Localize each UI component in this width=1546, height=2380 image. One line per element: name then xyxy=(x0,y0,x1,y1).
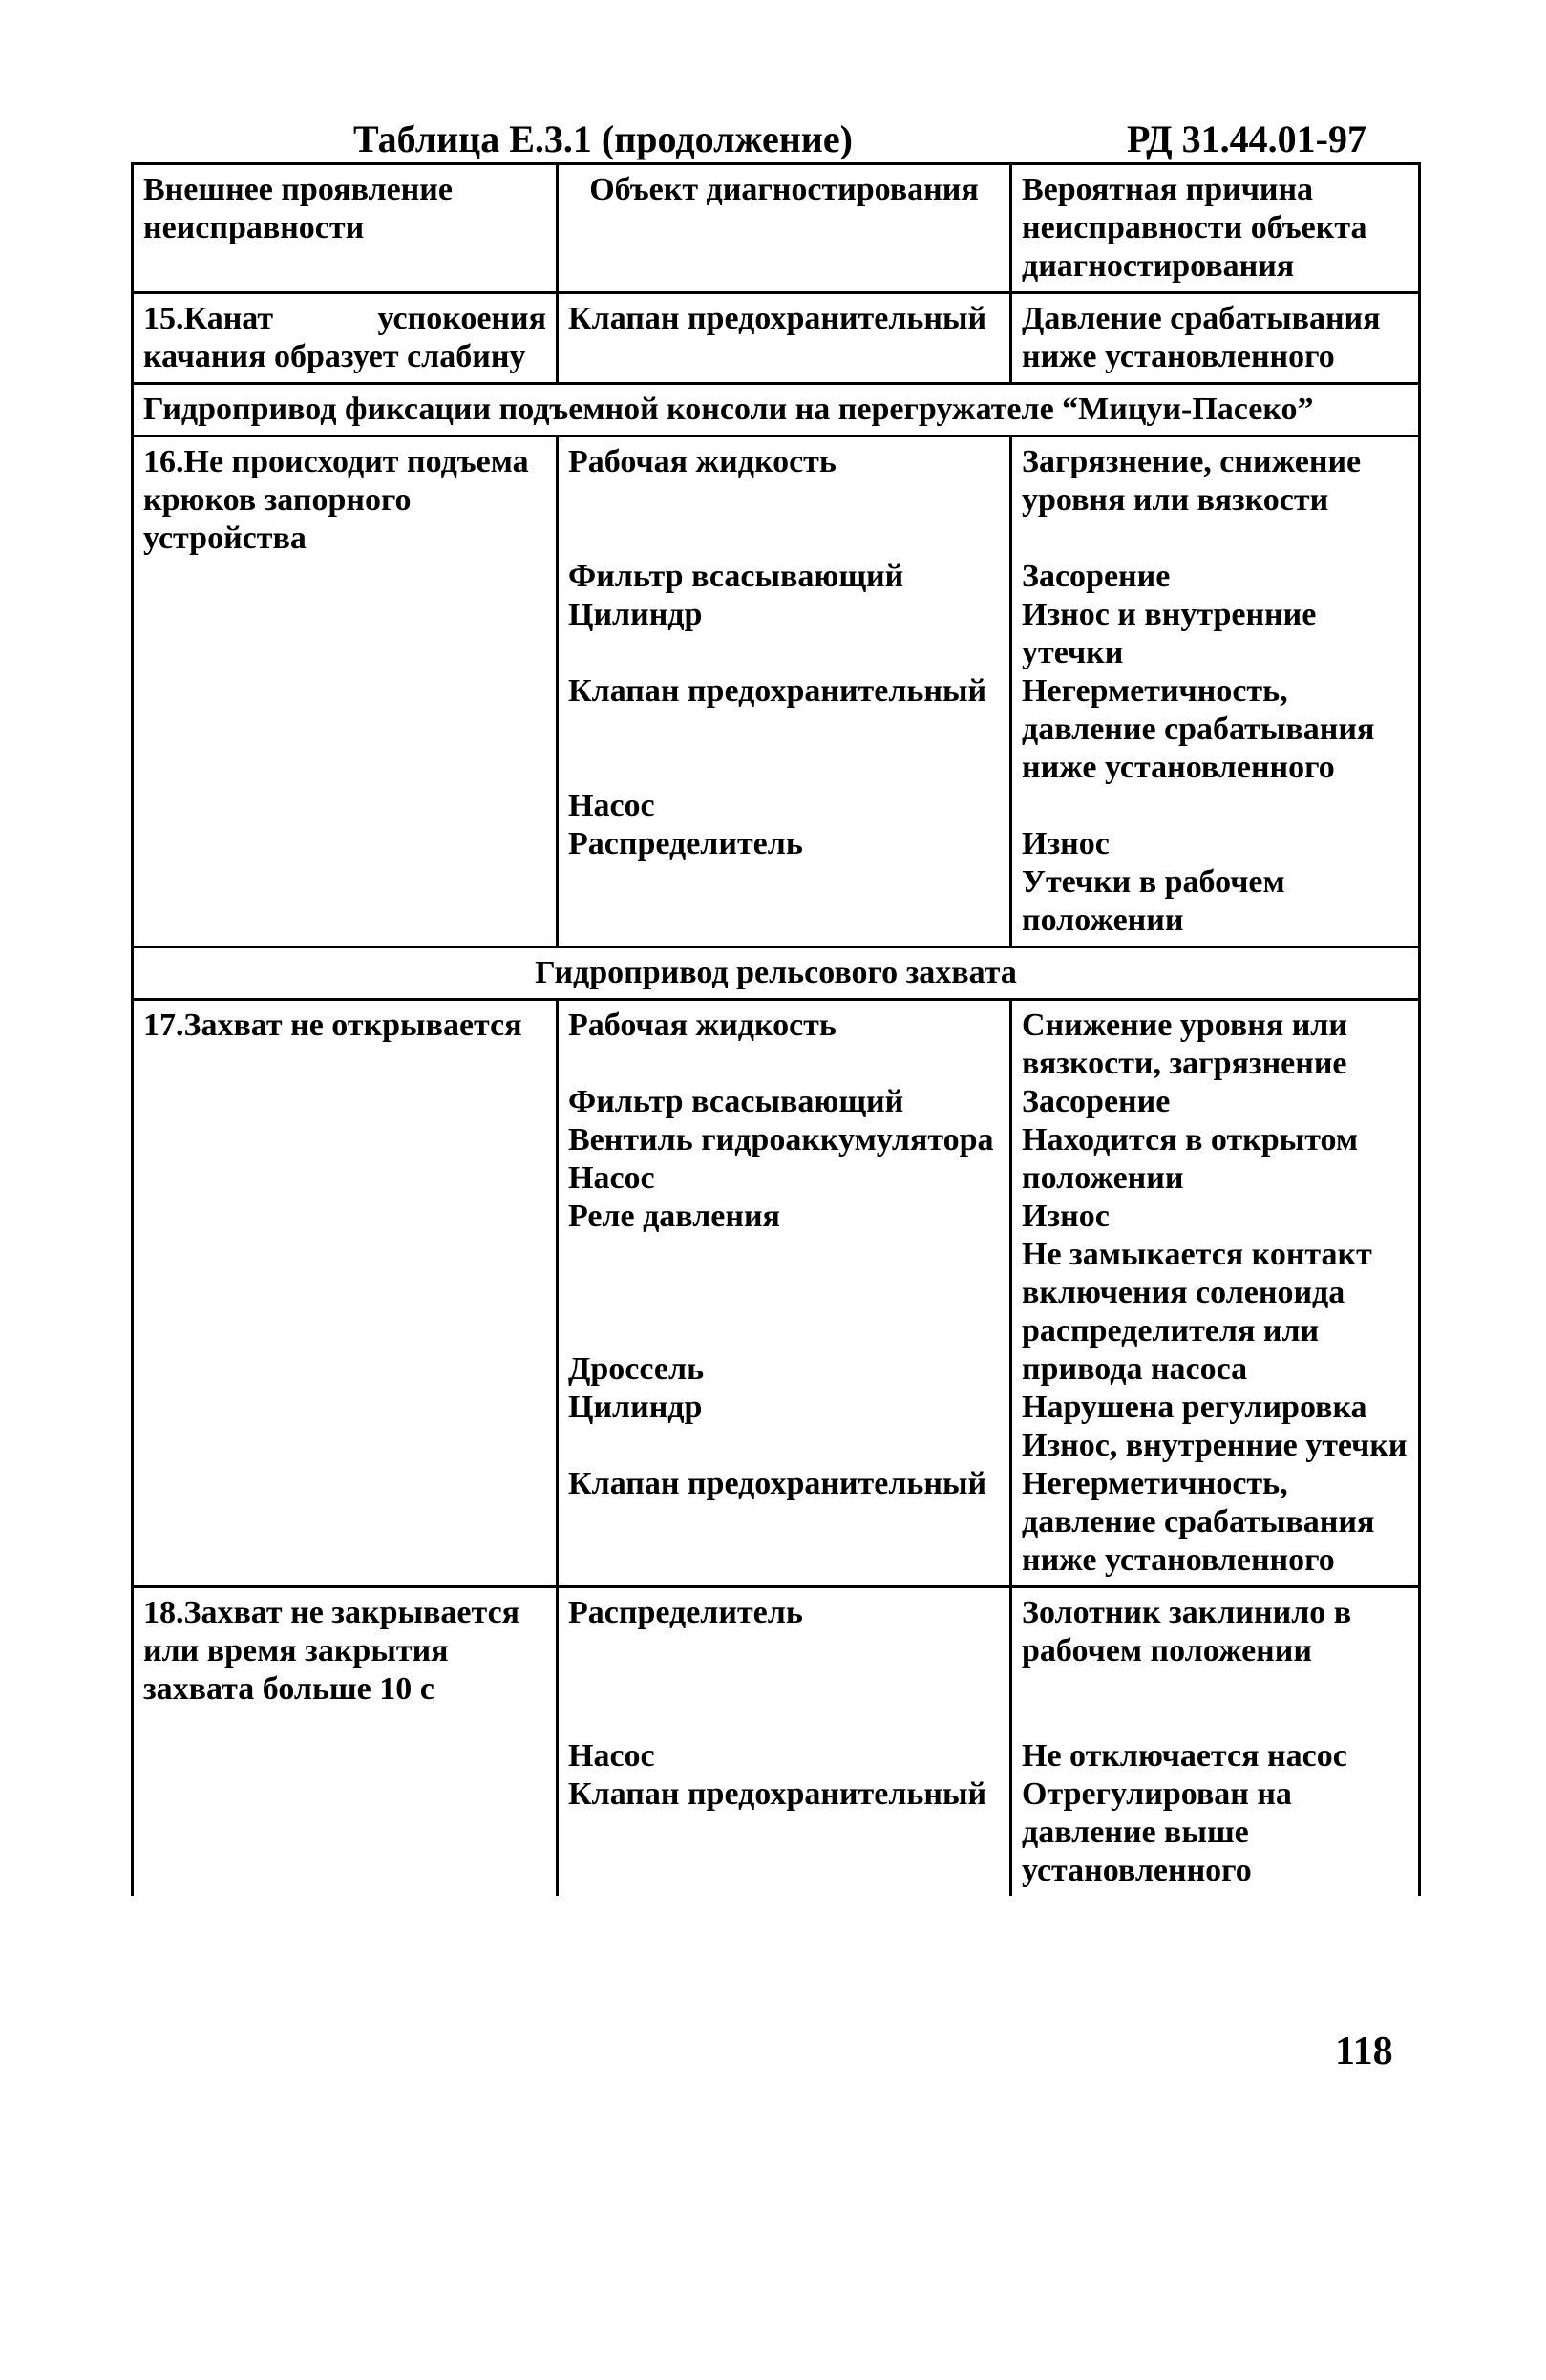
table-row xyxy=(133,293,1420,384)
section-title-rail-clamp: Гидропривод рельсового захвата xyxy=(133,947,1420,1000)
cause-item: Не отключается насос xyxy=(1022,1738,1347,1774)
document-code: РД 31.44.01-97 xyxy=(1127,117,1366,160)
cause-item: Давление срабатывания ниже установленного xyxy=(1022,301,1381,374)
object-item: Фильтр всасывающий xyxy=(568,1084,904,1119)
object-item: Распределитель xyxy=(568,1595,803,1630)
cause-item: Золотник заклинило в рабочем положении xyxy=(1022,1595,1352,1668)
object-item: Реле давления xyxy=(568,1199,780,1234)
cause-item: Отрегулирован на давление выше установленного xyxy=(1022,1776,1292,1888)
object-item: Вентиль гидроаккумулятора xyxy=(568,1122,994,1158)
row-15-causes xyxy=(1011,293,1420,384)
object-item: Клапан предохранительный xyxy=(568,1776,987,1812)
cause-item: Засорение xyxy=(1022,1084,1171,1119)
object-item: Цилиндр xyxy=(568,597,703,632)
row-17-symptom: 17.Захват не открывается xyxy=(133,1000,558,1587)
object-item: Рабочая жидкость xyxy=(568,444,837,479)
row-18-symptom: 18.Захват не закрывается или время закрытия захвата больше 10 с xyxy=(133,1587,558,1897)
cause-item: Не замыкается контакт включения соленоида распределителя или привода насоса xyxy=(1022,1237,1372,1387)
diagnostics-table xyxy=(131,162,1421,1896)
section-row xyxy=(133,384,1420,436)
row-18-causes xyxy=(1011,1587,1420,1897)
cause-item: Утечки в рабочем положении xyxy=(1022,864,1285,938)
page-number: 118 xyxy=(1335,2029,1393,2073)
cause-item: Загрязнение, снижение уровня или вязкости xyxy=(1022,444,1362,518)
table-title: Таблица Е.3.1 (продолжение) xyxy=(353,117,853,160)
object-item: Цилиндр xyxy=(568,1390,703,1425)
row-15-objects xyxy=(558,293,1011,384)
cause-item: Износ xyxy=(1022,826,1110,861)
row-16-symptom: 16.Не происходит подъема крюков запорного устройства xyxy=(133,436,558,947)
object-item: Клапан предохранительный xyxy=(568,1466,987,1501)
object-item: Клапан предохранительный xyxy=(568,673,987,709)
cause-item: Находится в открытом положении xyxy=(1022,1122,1358,1196)
object-item: Насос xyxy=(568,1738,655,1774)
row-16-objects xyxy=(558,436,1011,947)
section-title-fixation: Гидропривод фиксации подъемной консоли на перегружателе “Мицуи-Пасеко” xyxy=(133,384,1420,436)
cause-item: Износ xyxy=(1022,1199,1110,1234)
section-row xyxy=(133,947,1420,1000)
object-item: Рабочая жидкость xyxy=(568,1008,837,1043)
object-item: Насос xyxy=(568,788,655,823)
table-row xyxy=(133,436,1420,947)
column-header-object: Объект диагностирования xyxy=(558,164,1011,293)
cause-item: Снижение уровня или вязкости, загрязнение xyxy=(1022,1008,1347,1081)
cause-item: Нарушена регулировка xyxy=(1022,1390,1367,1425)
row-16-causes xyxy=(1011,436,1420,947)
cause-item: Износ и внутренние утечки xyxy=(1022,597,1317,670)
table-row xyxy=(133,1587,1420,1897)
page-header xyxy=(134,117,1412,168)
row-17-objects xyxy=(558,1000,1011,1587)
object-item: Насос xyxy=(568,1160,655,1196)
row-18-objects xyxy=(558,1587,1011,1897)
cause-item: Негерметичность, давление срабатывания ниже установленного xyxy=(1022,673,1375,785)
object-item: Клапан предохранительный xyxy=(568,301,987,336)
column-header-cause: Вероятная причина неисправности объекта диагностирования xyxy=(1011,164,1420,293)
table-header-row xyxy=(133,164,1420,293)
object-item: Распределитель xyxy=(568,826,803,861)
row-17-causes xyxy=(1011,1000,1420,1587)
cause-item: Засорение xyxy=(1022,559,1171,594)
column-header-symptom: Внешнее проявление неисправности xyxy=(133,164,558,293)
cause-item: Негерметичность, давление срабатывания ниже установленного xyxy=(1022,1466,1375,1578)
object-item: Фильтр всасывающий xyxy=(568,559,904,594)
table-row xyxy=(133,1000,1420,1587)
object-item: Дроссель xyxy=(568,1351,705,1387)
row-15-symptom: 15.Канат успокоения качания образует слабину xyxy=(133,293,558,384)
cause-item: Износ, внутренние утечки xyxy=(1022,1428,1408,1463)
